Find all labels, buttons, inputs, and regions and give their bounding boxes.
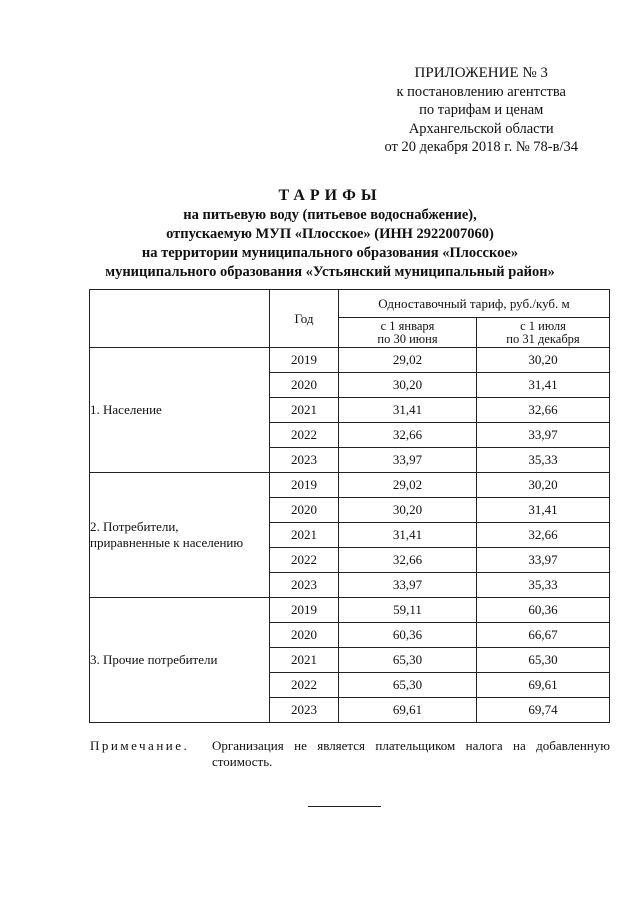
tariff-h2-cell: 35,33 xyxy=(477,448,610,473)
tariff-h1-cell: 59,11 xyxy=(339,598,477,623)
appendix-line: от 20 декабря 2018 г. № 78-в/34 xyxy=(384,139,578,155)
year-cell: 2022 xyxy=(270,548,339,573)
tariff-h1-cell: 32,66 xyxy=(339,548,477,573)
tariff-h1-cell: 30,20 xyxy=(339,498,477,523)
header-period-2-end: по 31 декабря xyxy=(506,331,580,346)
tariff-h2-cell: 33,97 xyxy=(477,548,610,573)
tariff-h1-cell: 69,61 xyxy=(339,698,477,723)
tariff-h1-cell: 29,02 xyxy=(339,473,477,498)
year-cell: 2019 xyxy=(270,598,339,623)
table-row xyxy=(90,348,610,373)
tariff-h1-cell: 31,41 xyxy=(339,398,477,423)
year-cell: 2021 xyxy=(270,648,339,673)
header-period-1-start: с 1 января xyxy=(380,318,435,333)
document-heading xyxy=(60,186,600,282)
note-text: Организация не является плательщиком налога на добавленную стоимость. xyxy=(212,738,610,769)
tariff-h1-cell: 65,30 xyxy=(339,648,477,673)
tariff-h2-cell: 31,41 xyxy=(477,373,610,398)
tariff-h2-cell: 32,66 xyxy=(477,523,610,548)
appendix-title: ПРИЛОЖЕНИЕ № 3 xyxy=(414,65,548,81)
tariff-h1-cell: 32,66 xyxy=(339,423,477,448)
consumer-group xyxy=(90,598,270,723)
consumer-group-name: 3. Прочие потребители xyxy=(90,652,218,667)
tariff-h1-cell: 65,30 xyxy=(339,673,477,698)
tariff-h2-cell: 33,97 xyxy=(477,423,610,448)
tariff-h1-cell: 33,97 xyxy=(339,448,477,473)
document-title: ТАРИФЫ xyxy=(278,187,382,204)
year-cell: 2019 xyxy=(270,348,339,373)
consumer-group-name: 2. Потребители, xyxy=(90,519,179,534)
tariff-h2-cell: 30,20 xyxy=(477,473,610,498)
table-row xyxy=(90,598,610,623)
header-period-1 xyxy=(339,318,477,348)
tariff-h2-cell: 66,67 xyxy=(477,623,610,648)
appendix-line: по тарифам и ценам xyxy=(419,102,544,118)
year-cell: 2019 xyxy=(270,473,339,498)
tariff-h2-cell: 32,66 xyxy=(477,398,610,423)
year-cell: 2023 xyxy=(270,573,339,598)
consumer-group xyxy=(90,473,270,598)
tariff-h2-cell: 69,74 xyxy=(477,698,610,723)
tariff-h2-cell: 30,20 xyxy=(477,348,610,373)
appendix-line: Архангельской области xyxy=(408,120,554,137)
heading-line: отпускаемую МУП «Плосское» (ИНН 2922007060) xyxy=(166,226,494,242)
header-period-2 xyxy=(477,318,610,348)
tariff-h1-cell: 29,02 xyxy=(339,348,477,373)
year-cell: 2022 xyxy=(270,673,339,698)
note-label: Примечание. xyxy=(90,738,190,753)
year-cell: 2021 xyxy=(270,523,339,548)
consumer-group-name-cont: приравненные к населению xyxy=(90,535,244,550)
heading-line: на территории муниципального образования «Плосское» xyxy=(141,245,519,261)
table-row xyxy=(90,473,610,498)
tariff-h1-cell: 60,36 xyxy=(339,623,477,648)
consumer-group xyxy=(90,348,270,473)
tariff-h1-cell: 33,97 xyxy=(339,573,477,598)
heading-line: на питьевую воду (питьевое водоснабжение), xyxy=(183,207,477,223)
year-cell: 2021 xyxy=(270,398,339,423)
tariff-h2-cell: 69,61 xyxy=(477,673,610,698)
year-cell: 2020 xyxy=(270,498,339,523)
tariff-h1-cell: 31,41 xyxy=(339,523,477,548)
year-cell: 2022 xyxy=(270,423,339,448)
header-period-2-start: с 1 июля xyxy=(520,318,566,333)
header-empty-cell xyxy=(90,290,270,348)
appendix-line: к постановлению агентства xyxy=(396,83,566,100)
tariff-h2-cell: 31,41 xyxy=(477,498,610,523)
year-cell: 2020 xyxy=(270,373,339,398)
closing-line xyxy=(308,806,381,807)
tariff-h2-cell: 65,30 xyxy=(477,648,610,673)
tariff-h2-cell: 35,33 xyxy=(477,573,610,598)
tariff-table-body xyxy=(90,348,610,723)
header-year: Год xyxy=(270,290,339,348)
appendix-block xyxy=(385,64,579,157)
tariff-h1-cell: 30,20 xyxy=(339,373,477,398)
header-tariff: Одноставочный тариф, руб./куб. м xyxy=(339,290,610,318)
note-block xyxy=(90,738,610,770)
tariff-table xyxy=(89,289,610,723)
tariff-h2-cell: 60,36 xyxy=(477,598,610,623)
consumer-group-name: 1. Население xyxy=(90,402,162,417)
header-period-1-end: по 30 июня xyxy=(377,331,438,346)
year-cell: 2023 xyxy=(270,448,339,473)
year-cell: 2023 xyxy=(270,698,339,723)
heading-line: муниципального образования «Устьянский муниципальный район» xyxy=(105,264,555,280)
year-cell: 2020 xyxy=(270,623,339,648)
